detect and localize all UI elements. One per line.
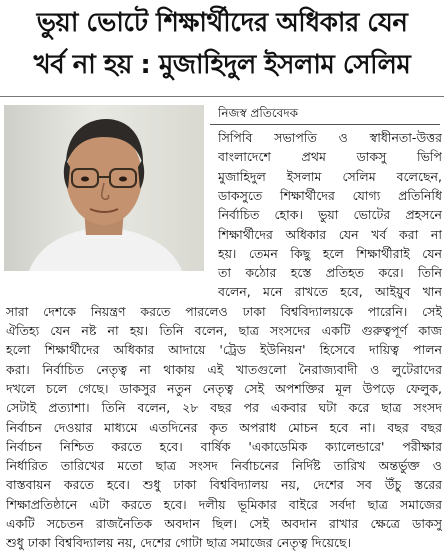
byline-divider — [210, 124, 440, 125]
article-column-line: তা কঠোর হস্তে প্রতিহত করে। তিনি — [218, 265, 442, 281]
article-column-line: হয়। তেমন কিছু হলে শিক্ষার্থীরাই যেন — [218, 245, 442, 261]
article-body-line: হলো শিক্ষার্থীদের অধিকার আদায়ে 'ট্রেড ইউনিয়ন' হিসেবে দায়িত্ব পালন — [6, 342, 442, 358]
article-body-line: দখলে চলে গেছে। ডাকসুর নতুন নেতৃত্ব সেই অপশক্তির মূল উপড়ে ফেলুক, — [6, 380, 442, 396]
article-body-line: নির্ধারিত তারিখের মতো ছাত্র সংসদ নির্বাচনের নির্দিষ্ট তারিখ অন্তর্ভুক্ত ও — [6, 458, 442, 474]
headline-divider — [0, 96, 444, 97]
article-column-line: নির্বাচিত হোক। ভুয়া ভোটের প্রহসনে — [218, 207, 442, 223]
article-column-line: বলেন, মনে রাখতে হবে, আইয়ুব খান — [218, 284, 442, 300]
article-column-line: বাংলাদেশে প্রথম ডাকসু ভিপি — [218, 149, 442, 165]
portrait-photo — [4, 105, 204, 271]
article-column-line: সিপিবি সভাপতি ও স্বাধীনতা-উত্তর — [218, 130, 442, 145]
article-body-line: করা। নির্বাচিত নেতৃত্ব না থাকায় এই খাতগুলো নৈরাজ্যবাদী ও লুটেরাদের — [6, 361, 442, 377]
portrait-photo-icon — [4, 105, 204, 271]
article-body-line: শিক্ষাপ্রতিষ্ঠানে এটা করতে হবে। দলীয় ভূমিকার বাইরে সর্বদা ছাত্র সমাজের — [6, 496, 442, 512]
article-body-line: সারা দেশকে নিয়ন্ত্রণ করতে পারলেও ঢাকা বিশ্ববিদ্যালয়কে পারেনি। সেই — [6, 303, 442, 319]
article-column-line: ডাকসুতে শিক্ষার্থীদের যোগ্য প্রতিনিধি — [218, 187, 442, 203]
article-body-line: একটি সচেতন রাজনৈতিক অবদান ছিল। সেই অবদান রাখার ক্ষেত্রে ডাকসু — [6, 516, 442, 531]
article-body-line: বাস্তবায়ন করতে হবে। শুধু ঢাকা বিশ্ববিদ্যালয় নয়, দেশের সব উঁচু স্তরের — [6, 477, 442, 493]
headline-line-2: খর্ব না হয় : মুজাহিদুল ইসলাম সেলিম — [33, 50, 411, 80]
article-body-line: নির্বাচন নিশ্চিত করতে হবে। বার্ষিক 'একাডেমিক ক্যালেন্ডারে' পরীক্ষার — [6, 438, 442, 454]
article-body-line: সেটাই প্রত্যাশা। তিনি বলেন, ২৮ বছর পর একবার ঘটা করে ছাত্র সংসদ — [6, 400, 442, 416]
article-body-line: শুধু ঢাকা বিশ্ববিদ্যালয় নয়, দেশের গোটা ছাত্র সমাজের নেতৃত্ব দিয়েছে। — [6, 535, 352, 551]
headline-line-1: ভুয়া ভোটে শিক্ষার্থীদের অধিকার যেন — [36, 8, 408, 38]
byline: নিজস্ব প্রতিবেদক — [218, 106, 299, 120]
article-column-line: শিক্ষার্থীদের অধিকার যেন খর্ব করা না — [218, 226, 442, 242]
article-column-line: মুজাহিদুল ইসলাম সেলিম বলেছেন, — [218, 168, 442, 184]
article-body-line: নির্বাচন দেওয়ার মাধ্যমে এতদিনের কৃত অপরাধ মোচন হবে না। বছর বছর — [6, 419, 442, 435]
article-body-line: ঐতিহ্য যেন নষ্ট না হয়। তিনি বলেন, ছাত্র সংসদের একটি গুরুত্বপূর্ণ কাজ — [6, 323, 442, 338]
